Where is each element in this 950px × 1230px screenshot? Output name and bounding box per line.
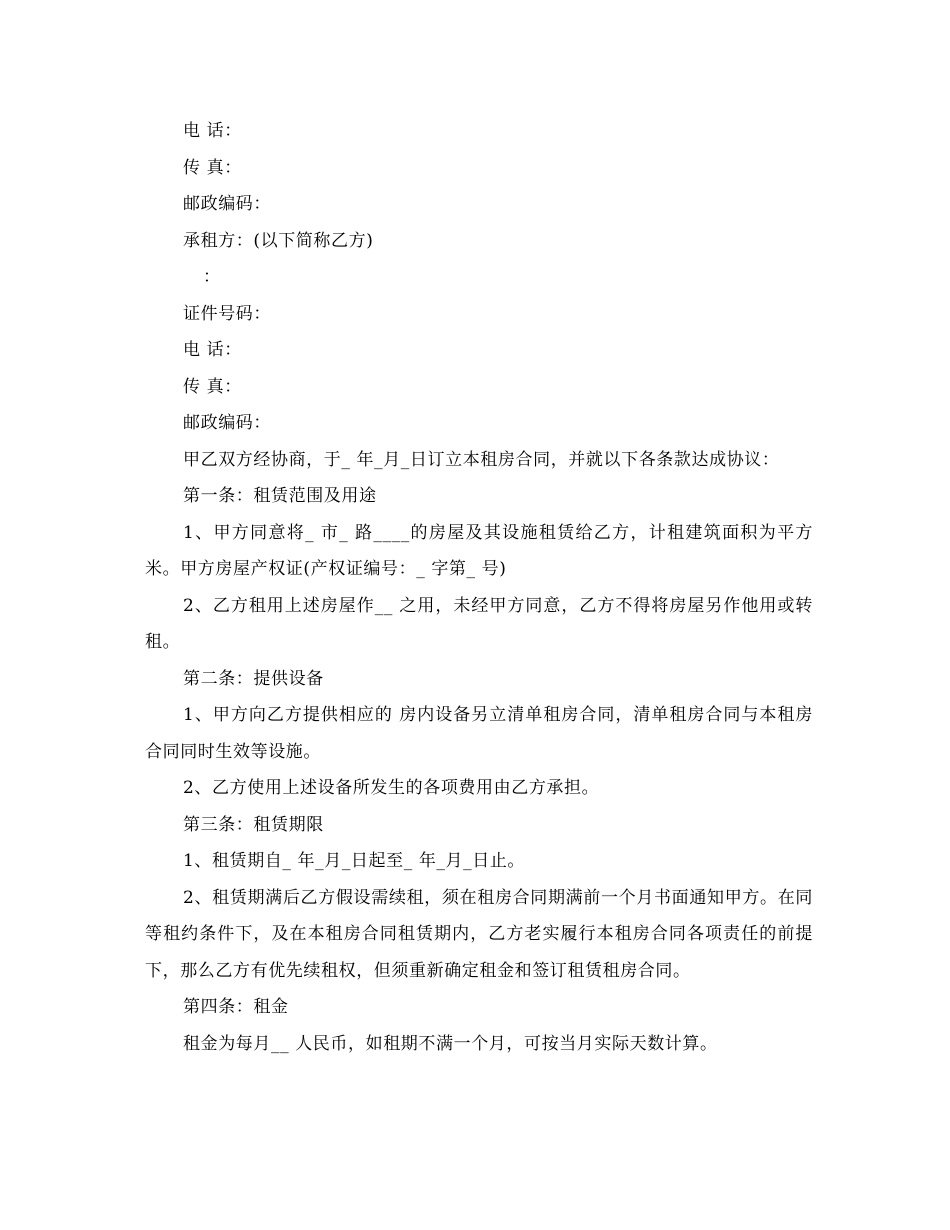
paragraph-lessee-heading: 承租方：(以下简称乙方) [183, 230, 374, 251]
paragraph-lessee-fax: 传 真： [183, 376, 242, 397]
paragraph-lessor-postcode: 邮政编码： [183, 194, 271, 214]
paragraph-lessee-name: ： [203, 267, 221, 287]
article-4-clause-1: 租金为每月__ 人民币，如租期不满一个月，可按当月实际天数计算。 [183, 1033, 718, 1054]
article-3-heading: 第三条：租赁期限 [183, 814, 324, 835]
contract-body [145, 113, 813, 1062]
article-1-clause-2: 2、乙方租用上述房屋作__ 之用，未经甲方同意，乙方不得将房屋另作他用或转租。 [145, 595, 813, 652]
article-4-heading: 第四条：租金 [183, 997, 289, 1017]
paragraph-agreement-intro: 甲乙双方经协商，于_ 年_月_日订立本租房合同，并就以下各条款达成协议： [183, 449, 780, 470]
article-1-clause-1: 1、甲方同意将_ 市_ 路____的房屋及其设施租赁给乙方，计租建筑面积为平方米。甲方房屋产权证(产权证编号：_ 字第_ 号) [145, 522, 813, 579]
article-2-clause-2: 2、乙方使用上述设备所发生的各项费用由乙方承担。 [183, 778, 600, 798]
paragraph-lessee-id-number: 证件号码： [183, 303, 271, 324]
article-2-heading: 第二条：提供设备 [183, 668, 324, 689]
article-3-clause-2: 2、租赁期满后乙方假设需续租，须在租房合同期满前一个月书面通知甲方。在同等租约条件下，及在本租房合同租赁期内，乙方老实履行本租房合同各项责任的前提下，那么乙方有优先续租权，但须重新确定租金和签订租赁租房合同。 [145, 887, 813, 981]
article-3-clause-1: 1、租赁期自_ 年_月_日起至_ 年_月_日止。 [183, 851, 526, 871]
paragraph-lessor-phone: 电 话： [183, 121, 242, 141]
article-2-clause-1: 1、甲方向乙方提供相应的 房内设备另立清单租房合同，清单租房合同与本租房合同同时生效等设施。 [145, 705, 813, 762]
paragraph-lessee-phone: 电 话： [183, 340, 242, 360]
article-1-heading: 第一条：租赁范围及用途 [183, 486, 377, 506]
paragraph-lessor-fax: 传 真： [183, 157, 242, 178]
paragraph-lessee-postcode: 邮政编码： [183, 413, 271, 433]
